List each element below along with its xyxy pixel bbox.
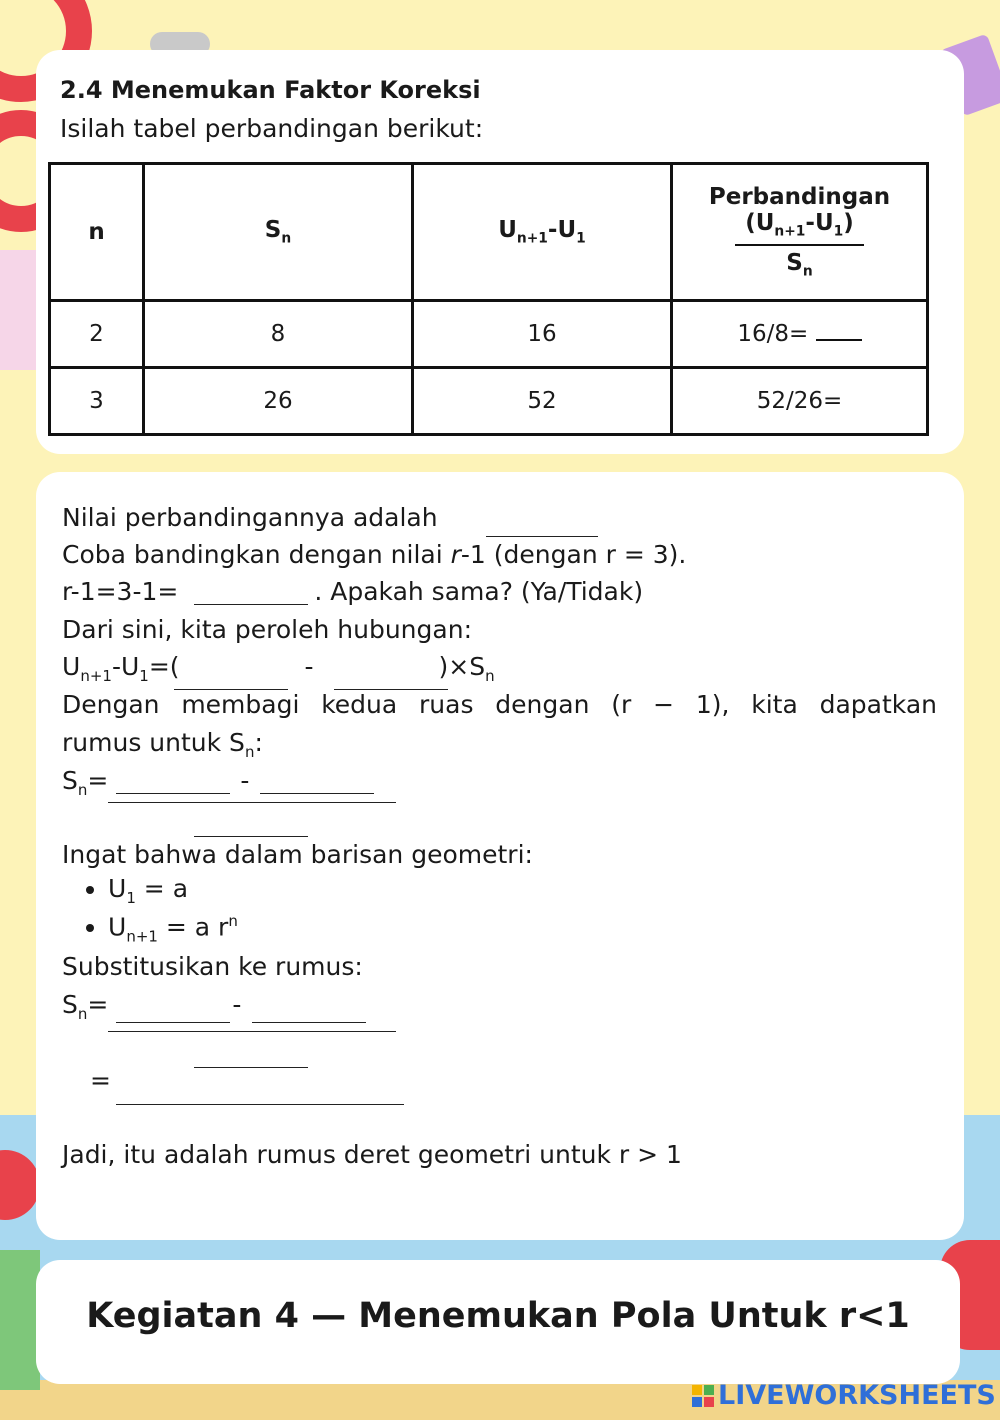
cell-n: 2	[50, 301, 144, 368]
ratio-value-text: Nilai perbandingannya adalah	[62, 503, 438, 532]
simplified-equals: =	[90, 1066, 111, 1095]
header-sn: $S_n$	[144, 164, 413, 301]
sn-formula-1: $S_n=$ -	[62, 766, 250, 799]
cell-sn: 8	[144, 301, 413, 368]
list-item: • $U_1 = a$	[108, 874, 238, 912]
cell-difference: 16	[413, 301, 672, 368]
header-ratio-title: Perbandingan	[708, 184, 891, 211]
books-icon	[0, 1250, 40, 1390]
answer-blank[interactable]	[816, 321, 862, 341]
table-row	[50, 368, 928, 435]
answer-blank[interactable]	[260, 793, 374, 794]
formula-intro-text: rumus untuk $S_n$:	[62, 728, 263, 761]
comparison-table	[48, 162, 929, 436]
compare-text: Coba bandingkan dengan nilai r-1 (dengan r = 3).	[62, 540, 687, 569]
liveworksheets-logo-icon	[692, 1385, 714, 1407]
fraction-bar	[108, 802, 396, 803]
relation-intro-text: Dari sini, kita peroleh hubungan:	[62, 615, 472, 644]
cell-ratio: 16/8=	[672, 301, 928, 368]
conclusion-text: Jadi, itu adalah rumus deret geometri untuk r > 1	[62, 1140, 682, 1169]
cell-difference: 52	[413, 368, 672, 435]
header-ratio	[672, 164, 928, 301]
cell-n: 3	[50, 368, 144, 435]
answer-blank[interactable]	[194, 604, 308, 605]
geometry-facts-list	[62, 874, 238, 950]
answer-blank[interactable]	[194, 836, 308, 837]
answer-blank[interactable]	[252, 1022, 366, 1023]
r-minus-one-text: r-1=3-1= . Apakah sama? (Ya/Tidak)	[62, 577, 644, 606]
divide-text: Dengan membagi kedua ruas dengan (r − 1), kita dapatkan	[62, 690, 937, 719]
answer-blank[interactable]	[194, 1067, 308, 1068]
notebook-icon	[0, 250, 36, 370]
cell-sn: 26	[144, 368, 413, 435]
table-header-row	[50, 164, 928, 301]
answer-blank[interactable]	[116, 793, 230, 794]
next-activity-title: Kegiatan 4 — Menemukan Pola Untuk r<1	[86, 1296, 910, 1336]
cell-ratio: 52/26=	[672, 368, 928, 435]
header-n: n	[50, 164, 144, 301]
section-title: 2.4 Menemukan Faktor Koreksi	[60, 76, 481, 104]
ratio-fraction: $\frac{(U_{n+1}-U_1)}{S_n}$	[735, 210, 864, 279]
answer-blank[interactable]	[486, 536, 598, 537]
section-instruction: Isilah tabel perbandingan berikut:	[60, 114, 484, 143]
sn-formula-2: $S_n=$ -	[62, 990, 242, 1023]
relation-formula: $U_{n+1}-U_1=( - )\times S_n$	[62, 652, 495, 685]
fraction-bar	[108, 1031, 396, 1032]
geometry-reminder-text: Ingat bahwa dalam barisan geometri:	[62, 840, 533, 869]
liveworksheets-watermark[interactable]: LIVEWORKSHEETS	[718, 1380, 996, 1411]
header-difference: $U_{n+1}-U_1$	[413, 164, 672, 301]
table-row	[50, 301, 928, 368]
substitute-text: Substitusikan ke rumus:	[62, 952, 363, 981]
answer-blank[interactable]	[116, 1022, 230, 1023]
list-item: • $U_{n+1} = a$ $r^n$	[108, 912, 238, 950]
answer-blank[interactable]	[116, 1104, 404, 1105]
